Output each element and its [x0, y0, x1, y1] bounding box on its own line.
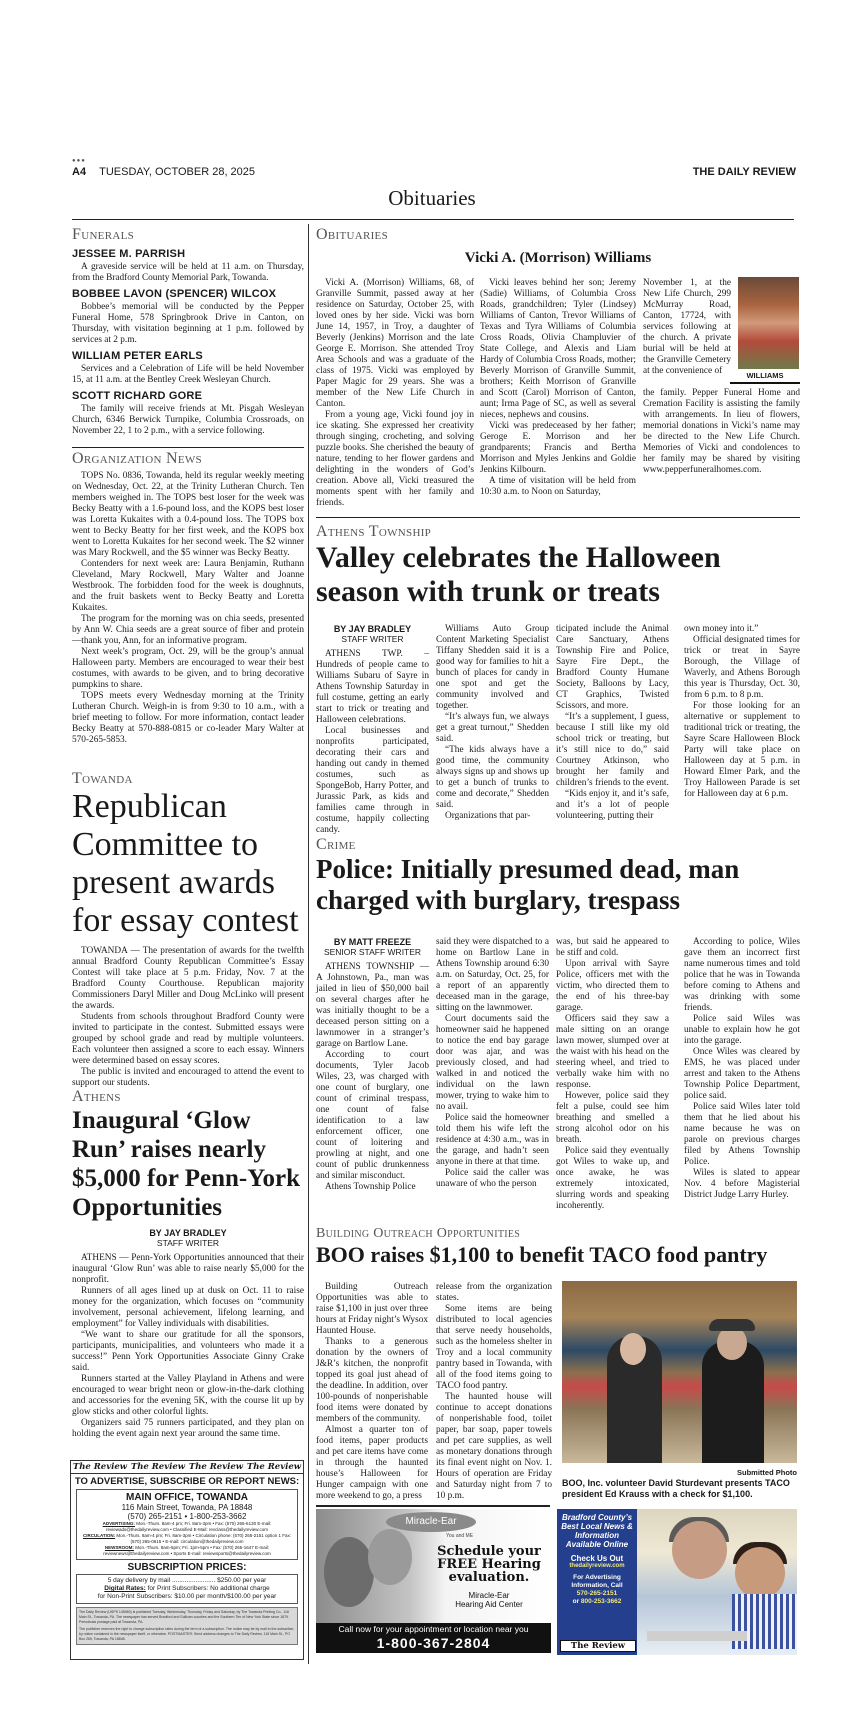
- office-name: MAIN OFFICE, TOWANDA: [125, 1492, 249, 1503]
- byline-role: STAFF WRITER: [341, 634, 404, 644]
- box-heading: TO ADVERTISE, SUBSCRIBE OR REPORT NEWS:: [74, 1476, 300, 1487]
- article-paragraph: “It’s always fun, we always get a great turnout,” Shedden said.: [436, 712, 549, 744]
- section-kicker: Athens: [72, 1088, 121, 1105]
- article-paragraph: However, police said they felt a pulse, could see him breathing and smelled a strong alcohol odor on his breath.: [556, 1091, 669, 1145]
- funeral-name: SCOTT RICHARD GORE: [72, 390, 203, 402]
- funeral-name: WILLIAM PETER EARLS: [72, 350, 203, 362]
- ad-or: or: [572, 1598, 580, 1605]
- newsroom-label: NEWSROOM:: [104, 1545, 134, 1550]
- article-paragraph: A time of visitation will be held from 10:30 a.m. to Noon on Saturday,: [480, 476, 636, 497]
- miracle-ear-ad[interactable]: [316, 1509, 551, 1653]
- crime-col-1: [316, 937, 429, 1193]
- ad-photo: [368, 1529, 412, 1585]
- article-paragraph: The haunted house will continue to accept donations of nonperishable food, toilet paper, bar soap, paper towels and pet care supplies, as well as monetary donations through its final event night on Nov. 1. Hours of operation are Friday and Saturday night from 7 to 10 p.m.: [436, 1392, 552, 1501]
- article-paragraph: Organizations that par-: [445, 811, 531, 821]
- ad-photo: [324, 1537, 374, 1607]
- ad-center: [434, 1591, 544, 1609]
- article-paragraph: Once Wiles was cleared by EMS, he was placed under arrest and taken to the Athens Township Police Department, police said.: [684, 1047, 800, 1101]
- byline-author: BY MATT FREEZE: [333, 937, 412, 947]
- article-paragraph: ATHENS TOWNSHIP — A Johnstown, Pa., man was jailed in lieu of $50,000 bail on several charges after he was initially thought to be a deceased person sitting on a lawnmower in a stranger’s garage on Bartlow Lane.: [316, 962, 429, 1049]
- article-paragraph: Wiles is slated to appear Nov. 4 before Magisterial District Judge Larry Hurley.: [684, 1168, 800, 1200]
- masthead-logo: The Review: [72, 1462, 128, 1472]
- article-paragraph: Police said the homeowner told them his wife left the residence at 4:30 a.m., was in the garage, and hadn’t seen anyone in there at that time.: [436, 1113, 549, 1167]
- office-info: [76, 1489, 298, 1560]
- page-folio: [72, 158, 256, 178]
- header-rule: [72, 219, 794, 220]
- issue-date: TUESDAY, OCTOBER 28, 2025: [99, 166, 256, 178]
- article-paragraph: TOWANDA — The presentation of awards for the twelfth annual Bradford County Republican Committee’s Essay Contest will take place at 5 p.m. Friday, Nov. 7 at the Bradford County Courthouse. Republican majority Commissioners Daryl Miller and Doug McLinko will present the awards.: [72, 946, 304, 1011]
- article-paragraph: Organizers said 75 runners participated, and they plan on holding the event again next year around the same time.: [72, 1418, 304, 1439]
- article-paragraph: Police said they eventually got Wiles to wake up, and once awake, he was extremely intoxicated, slurring words and speaking incoherently.: [556, 1146, 669, 1211]
- article-paragraph: Almost a quarter ton of food items, paper products and pet care items have come in through the haunted house’s Halloween for Hunger campaign with one more weekend to go, a press: [316, 1425, 428, 1501]
- article-paragraph: Runners started at the Valley Playland in Athens and were encouraged to wear bright neon or glow-in-the-dark clothing and accessories for the evening 5K, with the course lit up by glow sticks and other colorful lights.: [72, 1374, 304, 1417]
- article-paragraph: Vicki leaves behind her son; Jeremy (Sadie) Williams, of Columbia Cross Roads, grandchildren; Tyler (Lindsey) Williams of Canton, Trevor Williams of Texas and Tyra Williams of Columbia Cross Roads, Olivia Champluvier of State College, and Alexis and Liam Hardy of Columbia Cross Roads, mother; Beverly Morrison of Granville Summit, brothers; Keith Morrison of Granville and Scott (Carol) Morrison of Canton, aunt; Irma Page of SC, as well as several nieces, nephews and cousins.: [480, 278, 636, 420]
- price-line: 5 day delivery by mail ........................ $250.00 per year: [107, 1577, 267, 1584]
- folio-dots-icon: ●●●: [72, 158, 86, 164]
- article-paragraph: Some items are being distributed to local agencies that serve needy households, such as the homeless shelter in Troy and a local community pantry based in Towanda, with all of the food items going to TACO food pantry.: [436, 1304, 552, 1391]
- masthead-logo: The Review: [188, 1462, 244, 1472]
- circulation-label: CIRCULATION:: [82, 1533, 116, 1538]
- section-rule: [316, 1505, 550, 1507]
- crime-col-4: [684, 937, 800, 1201]
- article-paragraph: “We want to share our gratitude for all the sponsors, participants, municipalities, and volunteers who made it a success!” Penn York Opportunities Associate Ginny Crake said.: [72, 1330, 304, 1373]
- digital-nonprint: for Non-Print Subscribers: $10.00 per month/$100.00 per year: [97, 1593, 277, 1600]
- funerals-section: [72, 226, 304, 437]
- article-paragraph: Officers said they saw a male sitting on an orange lawn mower, slumped over at the waist with his head on the steering wheel, and tried to verbally wake him with no response.: [556, 1014, 669, 1090]
- article-paragraph: The public is invited and encouraged to attend the event to support our students.: [72, 1067, 304, 1088]
- miracle-ear-logo: Miracle-Ear: [386, 1512, 476, 1532]
- masthead-logo: The Review: [130, 1462, 186, 1472]
- section-kicker: Organization News: [72, 450, 202, 467]
- circulation-info: Mon.-Thurs. 8am-4 pm; Fri. 8am-3pm • Circulation phone: (570) 265-2151 option 1 Fax: (570) 265-0615 • E-mail: circulation@thedailyreview.com: [116, 1533, 292, 1544]
- article-paragraph: Police said the caller was unaware of who the person: [436, 1168, 549, 1189]
- article-paragraph: Vicki was predeceased by her father; Geroge E. Morrison and her grandparents; Francis and Bertha Morrison and Myles Jenkins and Goldie Jenkins Kilbourn.: [480, 421, 636, 475]
- article-paragraph: The program for the morning was on chia seeds, presented by Ann W. Chia seeds are a great source of fiber and protein—thank you, Ann, for an informative program.: [72, 614, 304, 646]
- halloween-col-1: [316, 624, 429, 836]
- article-paragraph: was, but said he appeared to be stiff and cold.: [556, 937, 669, 958]
- section-kicker: Obituaries: [316, 226, 388, 243]
- newsroom-info: Mon.-Thurs. 8am-5pm; Fri. 1pm-5pm • Fax: (570) 265-1647 E-mail: reviewnews@thedailyreview.com • Sports E-mail: reviewsports@thedailyreview.com: [103, 1545, 271, 1556]
- digital-print: for Print Subscribers: No additional charge: [147, 1585, 270, 1592]
- section-kicker: Towanda: [72, 770, 133, 787]
- boo-col-1: [316, 1282, 428, 1502]
- article-paragraph: Athens Township Police: [325, 1182, 416, 1192]
- obituary-headline: Vicki A. (Morrison) Williams: [464, 250, 652, 266]
- office-address: 116 Main Street, Towanda, PA 18848: [121, 1503, 253, 1512]
- funeral-text: A graveside service will be held at 11 a.m. on Thursday, from the Bradford County Memorial Park, Towanda.: [72, 262, 304, 283]
- byline: [316, 937, 429, 957]
- article-paragraph: ATHENS TWP. – Hundreds of people came to Williams Subaru of Sayre in Athens Township Saturday in full costume, getting an early start to trick or treating and Halloween celebrations.: [316, 649, 429, 725]
- article-paragraph: Court documents said the homeowner said he happened to notice the end bay garage door was ajar, and was previously closed, and had walked in and noticed the individual on the lawn mower, trying to wake him to no avail.: [436, 1014, 549, 1112]
- funeral-name: JESSEE M. PARRISH: [72, 248, 186, 260]
- article-headline: Republican Committee to present awards for essay contest: [72, 788, 299, 939]
- article-paragraph: November 1, at the New Life Church, 299 McMurray Road, Canton, 17724, with services following at the church. A private burial will be held at the Granville Cemetery at the convenience of: [643, 278, 731, 376]
- halloween-col-2: [436, 624, 549, 822]
- byline-author: BY JAY BRADLEY: [333, 624, 412, 634]
- section-kicker: Building Outreach Opportunities: [316, 1226, 521, 1241]
- ad-advertising: [557, 1574, 637, 1606]
- athens-article: [72, 1088, 304, 1440]
- ad-advert-text: For Advertising Information, Call: [571, 1574, 623, 1589]
- prices-box: [76, 1574, 298, 1604]
- crime-article: [316, 836, 800, 916]
- article-paragraph: Official designated times for trick or treat in Sayre Borough, the Village of Waverly, and Athens Borough this year is Thursday, Oct. 30, from 6 p.m. to 8 p.m.: [684, 635, 800, 700]
- article-paragraph: From a young age, Vicki found joy in ice skating. She expressed her creativity through singing, crocheting, and solving puzzle books. She cherished the beauty of nature, tending to her flower gardens and delighting in the wonders of God’s creation. Above all, Vicki treasured the moments spent with her family and friends.: [316, 410, 474, 508]
- ad-center-name: Miracle-Ear: [468, 1591, 510, 1600]
- photo-caption: WILLIAMS: [730, 371, 800, 384]
- ad-check: Check Us Out: [570, 1554, 624, 1563]
- crime-col-3: [556, 937, 669, 1212]
- advertising-info: Mon.-Thurs. 8am-4 pm; Fri. 8am-3pm • Fax: (570) 265-6130 E-mail: reviewads@thedailyreview.com • Classified E-Mail: revclass@thedailyreview.com: [105, 1521, 272, 1532]
- article-paragraph: Next week’s program, Oct. 29, will be the group’s annual Halloween party. Members are encouraged to wear their best costumes, with awards to be given, and to bring decorative pumpkins to share.: [72, 647, 304, 690]
- byline-role: SENIOR STAFF WRITER: [323, 947, 422, 957]
- review-online-ad[interactable]: [557, 1509, 797, 1655]
- ad-center-type: Hearing Aid Center: [455, 1600, 523, 1609]
- subscribe-box: [70, 1460, 304, 1660]
- fine-print-text: The Daily Review (USPS 145960) is published Tuesday, Wednesday, Thursday, Friday and Saturday, by The Towanda Printing Co., 116 Main St., Towanda, PA. The newspaper has served Bradford and Sullivan counties and the Southern Tier of New York State since 1879. Periodicals postage paid at Towanda, PA.: [79, 1610, 289, 1624]
- ad-phone-2: 800-253-3662: [580, 1598, 622, 1605]
- article-paragraph: said they were dispatched to a home on Bartlow Lane in Athens Township around 6:30 a.m. on Saturday, Oct. 25, for a report of an apparently deceased man in the garage, sitting on the lawnmower.: [436, 937, 549, 1013]
- advertising-label: ADVERTISING:: [102, 1521, 135, 1526]
- article-paragraph: Building Outreach Opportunities was able to raise $1,100 in just over three hours at Friday night’s Wysox Haunted House.: [316, 1282, 428, 1336]
- article-paragraph: ticipated include the Animal Care Sanctuary, Athens Township Fire and Police, Sayre Fire Dept., the Bradford County Humane Society, Balloons by Lacy, CT Graphics, Twisted Scissors, and more.: [556, 624, 669, 711]
- ad-tagline: You and ME: [446, 1533, 474, 1539]
- article-headline: BOO raises $1,100 to benefit TACO food pantry: [316, 1242, 768, 1267]
- ad-blue-panel: [557, 1509, 637, 1655]
- article-paragraph: “Kids enjoy it, and it’s safe, and it’s a lot of people volunteering, putting their: [556, 789, 669, 821]
- ad-call-text: Call now for your appointment or location near you: [338, 1624, 529, 1634]
- article-paragraph: Contenders for next week are: Laura Benjamin, Ruthann Cleveland, Mary Rockwell, Mary Walter and Joanne Westbrook. The forbidden food for the week is doughnuts, and the fruit baskets went to Becky Beatty and Loretta Kukaites.: [72, 559, 304, 613]
- masthead-logo: The Review: [246, 1462, 302, 1472]
- article-paragraph: Runners of all ages lined up at dusk on Oct. 11 to raise money for the organization, which focuses on “community involvement, personal achievement, lifelong learning, and employment” for Valley individuals with disabilities.: [72, 1286, 304, 1329]
- funeral-name: BOBBEE LAVON (SPENCER) WILCOX: [72, 288, 277, 300]
- crime-col-2: [436, 937, 549, 1190]
- byline: [316, 624, 429, 644]
- article-headline: Inaugural ‘Glow Run’ raises nearly $5,000 for Penn-York Opportunities: [72, 1107, 301, 1221]
- review-logo: The Review: [560, 1640, 636, 1652]
- article-paragraph: Police said Wiles later told them that he lied about his name because he was on parole on previous charges filed by Athens Township Police.: [684, 1102, 800, 1167]
- article-paragraph: release from the organization states.: [436, 1282, 552, 1303]
- ad-phone-1: 570-265-2151: [576, 1590, 618, 1597]
- office-phones: (570) 265-2151 • 1-800-253-3662: [127, 1512, 247, 1521]
- halloween-article: [316, 523, 800, 609]
- masthead-strip: [71, 1461, 303, 1474]
- boo-article: [316, 1226, 800, 1268]
- article-paragraph: Vicki A. (Morrison) Williams, 68, of Granville Summit, passed away at her residence on Saturday, October 25, with loved ones by her side. Vicki was born June 14, 1957, in Troy, a daughter of Beverly (Jenkins) Morrison and the late George E. Morrison. She attended Troy Area Schools and was a graduate of the class of 1975. Vicki was employed by Paper Magic for 29 years. She was a member of the New Life Church in Canton.: [316, 278, 474, 409]
- ad-headline: Schedule your FREE Hearing evaluation.: [437, 1544, 541, 1585]
- paper-name: THE DAILY REVIEW: [692, 166, 796, 178]
- photo-caption: BOO, Inc. volunteer David Sturdevant presents TACO president Ed Krauss with a check for $1,100.: [562, 1478, 790, 1499]
- article-paragraph: According to court documents, Tyler Jacob Wiles, 23, was charged with one count of burglary, one count of criminal trespass, one count of false identification to a law enforcement officer, one count of loitering and prowling at night, and one count of public drunkenness and similar misconduct.: [316, 1050, 429, 1181]
- fine-print: [76, 1607, 298, 1645]
- obituary-section: [316, 226, 800, 271]
- prices-heading: SUBSCRIPTION PRICES:: [127, 1562, 247, 1573]
- ad-photo: [637, 1509, 797, 1655]
- ad-url[interactable]: thedailyreview.com: [569, 1563, 625, 1569]
- boo-col-2: [436, 1282, 552, 1502]
- halloween-col-3: [556, 624, 669, 822]
- article-paragraph: own money into it.”: [684, 624, 759, 634]
- article-paragraph: TOPS meets every Wednesday morning at the Trinity Lutheran Church. Weigh-in is from 9:30 to 10 a.m., with a brief meeting to follow. For more information, contact leader Becky Beatty at 570-888-0815 or co-leader Mary Walter at 570-265-5853.: [72, 691, 304, 745]
- obituary-photo: [738, 277, 799, 369]
- byline-role: STAFF WRITER: [156, 1238, 220, 1248]
- article-paragraph: the family. Pepper Funeral Home and Cremation Facility is assisting the family with arrangements. In lieu of flowers, memorial donations in Vicki’s name may be directed to the New Life Church. Memories of Vicki and condolences to her family may be shared by visiting www.pepperfuneralhomes.com.: [643, 388, 800, 475]
- photo-credit: Submitted Photo: [737, 1468, 797, 1477]
- article-paragraph: Students from schools throughout Bradford County were invited to participate in the contest. Submitted essays were grouped by school grade and read by multiple volunteers. Each volunteer then assigned a score to each essay. Winners were determined based on essay scores.: [72, 1012, 304, 1066]
- obituary-col-1: [316, 278, 474, 509]
- article-paragraph: Upon arrival with Sayre Police, officers met with the victim, who directed them to the end of his three-bay garage.: [556, 959, 669, 1013]
- towanda-article: [72, 770, 304, 1089]
- fine-print-text: The publisher reserves the right to change subscription rates during the term of a subscription. The notice may be by mail to the subscriber, by notice contained in the newspaper itself, or otherwise. POSTMASTER: Send address changes to The Daily Review, 116 Main St., PO Box 269, Towanda, PA 18848.: [79, 1627, 295, 1641]
- article-paragraph: TOPS No. 0836, Towanda, held its regular weekly meeting on Wednesday, Oct. 22, at the Trinity Lutheran Church. Ten members weighed in. The TOPS best loser for the week was Becky Beatty with a 1.6-pound loss, and the KOPS best loser was Loretta Kukaites with a 0.4-pound loss. The TOPS box went to Becky Beatty for her first week, and the KOPS box went to Loretta Kukaites for her second week. The $2 winner was Mary Rockwell, and the $5 winner was Becky Beatty.: [72, 471, 304, 558]
- column-divider: [308, 224, 309, 1664]
- article-headline: Valley celebrates the Halloween season with trunk or treats: [316, 541, 721, 608]
- page-title: Obituaries: [388, 186, 476, 210]
- boo-photo: [562, 1281, 797, 1463]
- byline: [72, 1228, 304, 1248]
- section-kicker: Crime: [316, 836, 356, 853]
- section-rule: [72, 447, 304, 448]
- ad-phone[interactable]: 1-800-367-2804: [376, 1635, 491, 1651]
- funeral-text: Bobbee’s memorial will be conducted by the Pepper Funeral Home, 578 Springbrook Drive in Canton, on Thursday, with visitation beginning at 1 p.m. followed by services at 2 p.m.: [72, 302, 304, 345]
- obituary-col-2: [480, 278, 636, 498]
- page-number: A4: [72, 166, 87, 178]
- article-paragraph: ATHENS — Penn-York Opportunities announced that their inaugural ‘Glow Run’ was able to raise nearly $5,000 for the nonprofit.: [72, 1253, 304, 1285]
- article-paragraph: Williams Auto Group Content Marketing Specialist Tiffany Shedden said it is a good way for families to hit a bunch of places for candy in one spot and get the community involved and together.: [436, 624, 549, 711]
- byline-author: BY JAY BRADLEY: [149, 1228, 227, 1238]
- section-kicker: Athens Township: [316, 523, 432, 540]
- ad-slogan: Bradford County’s Best Local News & Information Available Online: [561, 1513, 633, 1549]
- article-paragraph: According to police, Wiles gave them an incorrect first name numerous times and told police that he was in Towanda before coming to Athens and was drinking with some friends.: [684, 937, 800, 1013]
- org-news-section: [72, 450, 304, 746]
- halloween-col-4: [684, 624, 800, 800]
- digital-label: Digital Rates:: [104, 1585, 146, 1592]
- section-rule: [316, 517, 800, 518]
- funeral-text: Services and a Celebration of Life will be held November 15, at 11 a.m. at the Bentley Creek Wesleyan Church.: [72, 364, 304, 385]
- obituary-col-3: [643, 278, 731, 377]
- article-paragraph: “The kids always have a good time, the community always signs up and shows up to get a bunch of trunks to come and decorate,” Shedden said.: [436, 745, 549, 810]
- article-paragraph: For those looking for an alternative or supplement to traditional trick or treating, the Sayre Scare Halloween Block Party will take place on Halloween day at 5 p.m. in Howard Elmer Park, and the Troy Halloween Parade is set for Halloween day at 6 p.m.: [684, 701, 800, 799]
- section-kicker: Funerals: [72, 226, 135, 243]
- obituary-col-3-wide: [643, 388, 800, 476]
- article-paragraph: Thanks to a generous donation by the owners of J&R’s kitchen, the nonprofit topped its goal just ahead of the deadline. In addition, over 100-pounds of nonperishable food items were donated by members of the community.: [316, 1337, 428, 1424]
- article-paragraph: Police said Wiles was unable to explain how he got into the garage.: [684, 1014, 800, 1046]
- funeral-text: The family will receive friends at Mt. Pisgah Wesleyan Church, 6346 Berwick Turnpike, Columbia Crossroads, on November 22, 1 to 2 p.m., with a service following.: [72, 404, 304, 436]
- article-headline: Police: Initially presumed dead, man charged with burglary, trespass: [316, 854, 740, 915]
- article-paragraph: Local businesses and nonprofits participated, decorating their cars and handing out candy in themed costumes, such as SpongeBob, Harry Potter, and Jurassic Park, as kids and families came through in costume, happily collecting candy.: [316, 726, 429, 835]
- article-paragraph: “It’s a supplement, I guess, because I still like my old school trick or treating, but it’s still nice to do,” said Courtney Atkinson, who brought her family and children’s friends to the event.: [556, 712, 669, 788]
